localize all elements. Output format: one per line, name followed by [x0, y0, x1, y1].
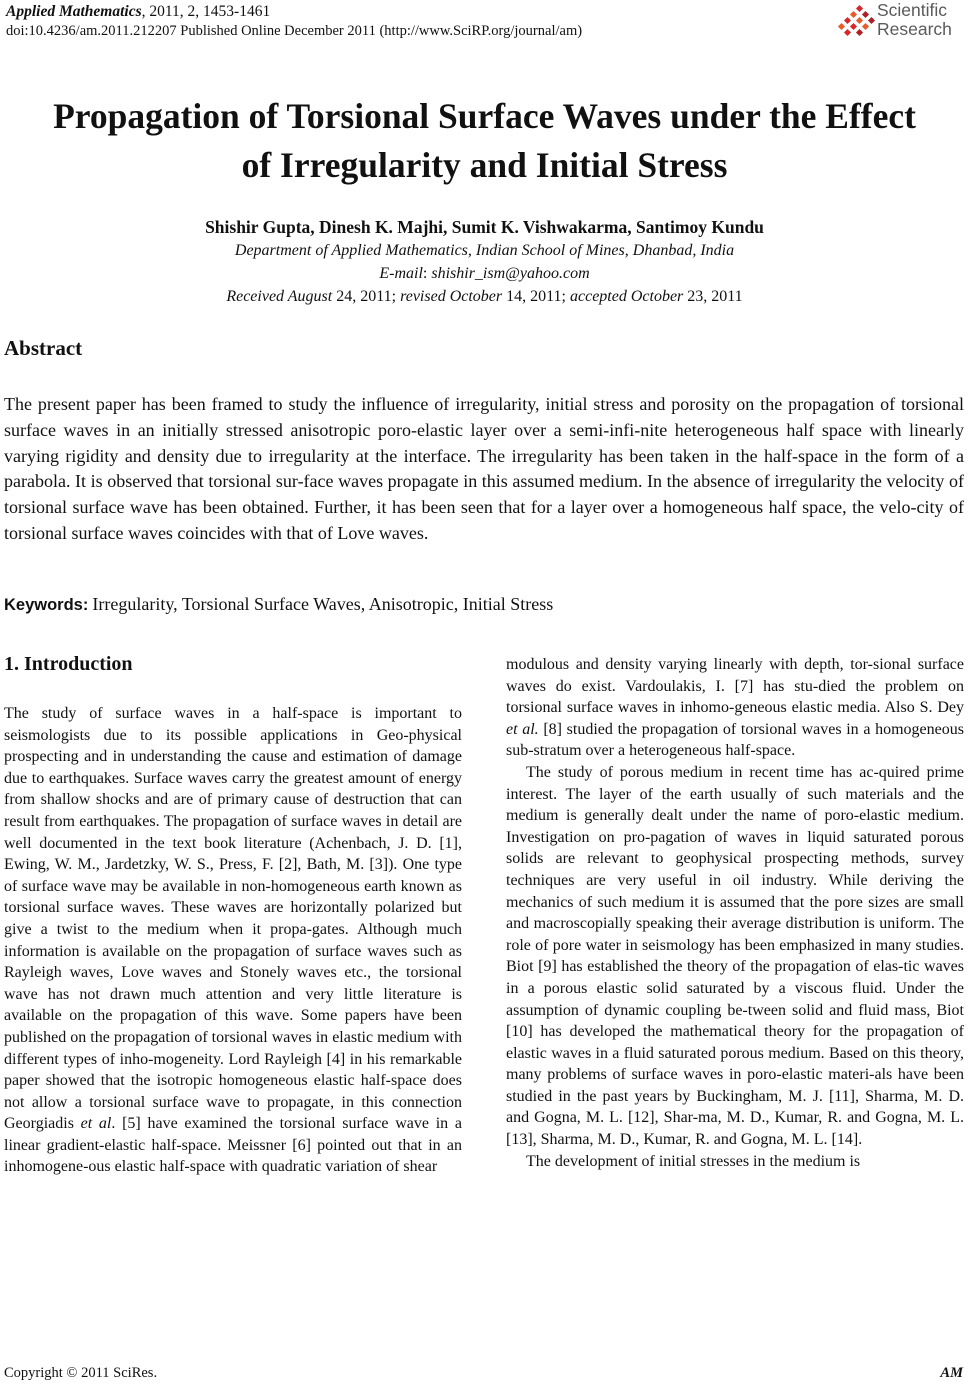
- abstract-heading: Abstract: [4, 336, 83, 360]
- intro-p1-cont-end: [8] studied the propagation of torsional waves in a homogeneous sub-stratum over a heterogeneous half-space.: [506, 720, 964, 760]
- logo-wordmark: [877, 1, 952, 39]
- right-column: [506, 654, 964, 1172]
- accepted-date: 23, 2011: [687, 288, 743, 305]
- author-list: Shishir Gupta, Dinesh K. Majhi, Sumit K. Vishwakarma, Santimoy Kundu: [205, 217, 764, 237]
- logo-square: [856, 17, 863, 24]
- keywords-label: Keywords:: [4, 596, 89, 614]
- journal-citation: [6, 2, 270, 21]
- logo-square: [850, 11, 857, 18]
- logo-square: [862, 23, 869, 30]
- intro-p1-text-end: . [5] have examined the torsional surface wave in a linear gradient-elastic half-space. Meissner [6] pointed out that in an inhomogene-ous elastic half-space with quadratic variation of shear: [4, 1115, 462, 1176]
- email-label: E-mail: [379, 265, 423, 282]
- section-heading-introduction: 1. Introduction: [4, 653, 133, 675]
- revised-date: 14, 2011;: [506, 288, 566, 305]
- intro-paragraph-3: The development of initial stresses in the medium is: [526, 1152, 861, 1170]
- intro-p1-cont-etal: et al.: [506, 720, 539, 738]
- journal-volume-pages: , 2011, 2, 1453-1461: [141, 3, 271, 20]
- email-line: E-mail: shishir_ism@yahoo.com: [379, 265, 590, 282]
- journal-name: Applied Mathematics: [6, 3, 142, 20]
- email-address[interactable]: shishir_ism@yahoo.com: [431, 265, 590, 282]
- paper-title: [0, 92, 969, 190]
- received-dates: [0, 288, 969, 306]
- logo-square: [856, 5, 863, 12]
- logo-square: [844, 17, 851, 24]
- doi-line: doi:10.4236/am.2011.212207 Published Online December 2011 (http://www.SciRP.org/journal/am): [6, 23, 583, 39]
- received-label: Received August: [226, 288, 333, 305]
- intro-p1-text: The study of surface waves in a half-space is important to seismologists due to its possible applications in Geo-physical prospecting and in understanding the cause and estimation of damage due to earthquakes. Surface waves carry the greatest amount of energy from shallow shocks and are of primary cause of destruction that can result from earthquakes. The propagation of surface waves in detail are well documented in the text book literature (Achenbach, J. D. [1], Ewing, W. M., Jardetzky, W. S., Press, F. [2], Bath, M. [3]). One type of surface wave may be available in non-homogeneous earth known as torsional surface waves. These waves are horizontally polarized but give a twist to the medium when it propa-gates. Although much information is available on the propagation of surface waves such as Rayleigh waves, Love waves and Stonely waves etc., the torsional wave has not drawn much attention and very little literature is available on the propagation of this wave. Some papers have been published on the propagation of torsional waves in elastic medium with different types of inho-mogeneity. Lord Rayleigh [4] in his remarkable paper showed that the isotropic homogeneous elastic half-space does not allow a torsional surface wave to propagate, in this connection Georgiadis: [4, 705, 462, 1133]
- logo-line1: Scientific: [877, 0, 948, 20]
- abstract-text: The present paper has been framed to study the influence of irregularity, initial stress and porosity on the propagation of torsional surface waves in an initially stressed anisotropic poro-elastic layer over a semi-infi-nite heterogeneous half space with linearly varying rigidity and density due to irregularity at the interface. The irregularity has been taken in the half-space in the form of a parabola. It is observed that torsional sur-face waves propagate in this assumed medium. In the absence of irregularity the velocity of torsional surface wave has been obtained. Further, it has been seen that for a layer over a homogeneous half space, the velo-city of torsional surface waves coincides with that of Love waves.: [4, 394, 964, 543]
- footer-journal-abbrev: AM: [940, 1365, 963, 1381]
- logo-line2: Research: [877, 19, 952, 39]
- logo-square: [838, 23, 845, 30]
- intro-paragraph-1: [4, 703, 462, 1178]
- logo-square: [868, 17, 875, 24]
- intro-p1-cont-text: modulous and density varying linearly with depth, tor-sional surface waves do exist. Vardoulakis, I. [7] has stu-died the problem on torsional surface waves in inhomo-geneous elastic media. Also S. Dey: [506, 656, 964, 717]
- affiliation: Department of Applied Mathematics, Indian School of Mines, Dhanbad, India: [234, 242, 735, 259]
- intro-paragraph-2: The study of porous medium in recent time has ac-quired prime interest. The layer of the earth usually of such materials and the medium is generally dealt under the name of poro-elastic medium. Investigation on pro-pagation of waves in liquid saturated porous solids are relevant to geophysical prospecting methods, survey techniques are very useful in oil industry. While deriving the mechanics of such medium it is assumed that the pore sizes are small and macroscopially speaking their average distribution is uniform. The role of pore water in seismology has been emphasized in many studies. Biot [9] has established the theory of the propagation of elas-tic waves in a porous elastic solid saturated by a viscous fluid. Under the assumption of dynamic coupling be-tween solid and fluid mass, Biot [10] has developed the mathematical theory for the propagation of elastic waves in a fluid saturated porous medium. Based on this theory, many problems of surface waves in poro-elastic materi-als have been studied in the past years by Buckingham, M. J. [11], Sharma, M. D. and Gogna, M. L. [12], Shar-ma, M. D., Kumar, R. and Gogna, M. L. [13], Sharma, M. D., Kumar, R. and Gogna, M. L. [14].: [506, 763, 964, 1149]
- logo-square: [850, 23, 857, 30]
- keywords-line: [4, 594, 553, 615]
- logo-square: [856, 29, 863, 36]
- scirp-logo-mark-icon: [837, 2, 877, 42]
- intro-paragraph-1-cont: [506, 654, 964, 762]
- logo-square: [862, 11, 869, 18]
- footer-copyright: Copyright © 2011 SciRes.: [4, 1365, 158, 1381]
- accepted-label: accepted October: [569, 288, 684, 305]
- scirp-logo[interactable]: [837, 0, 965, 46]
- left-column: [4, 703, 462, 1178]
- revised-label: revised October: [400, 288, 503, 305]
- logo-square: [844, 29, 851, 36]
- intro-p1-etal: et al: [80, 1115, 112, 1133]
- paper-title-line2: of Irregularity and Initial Stress: [241, 145, 728, 185]
- paper-title-line1: Propagation of Torsional Surface Waves under the Effect: [53, 96, 916, 136]
- keywords-text: Irregularity, Torsional Surface Waves, Anisotropic, Initial Stress: [92, 594, 554, 614]
- received-date: 24, 2011;: [336, 288, 397, 305]
